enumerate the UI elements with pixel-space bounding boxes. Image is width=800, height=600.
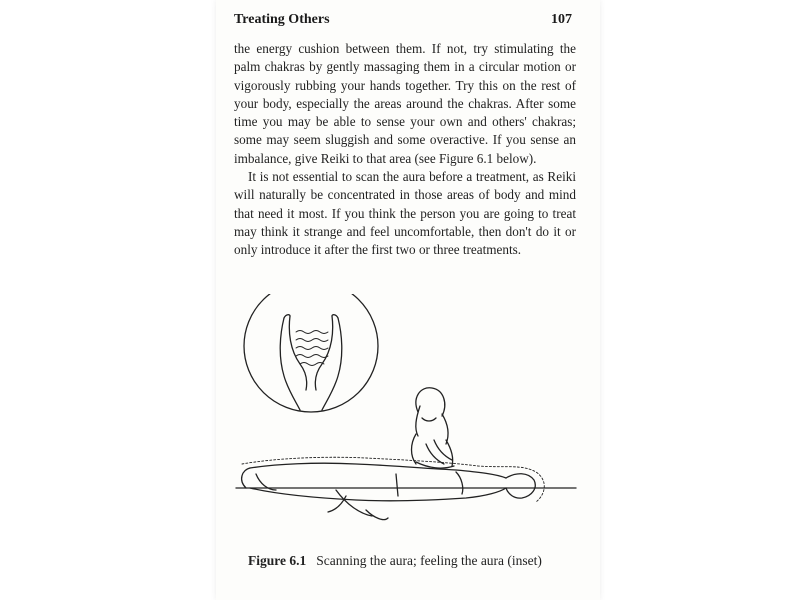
reclining-person-icon [236,463,576,519]
inset-circle [244,294,378,412]
page-number: 107 [551,12,572,27]
figure-label: Figure 6.1 [248,553,307,568]
inset-hands-icon [280,315,342,410]
practitioner-figure-icon [412,388,455,468]
figure-caption-text: Scanning the aura; feeling the aura (inset) [316,553,542,568]
paragraph: the energy cushion between them. If not, try stimulating the palm chakras by gently massaging them in a circular motion or vigorously rubbing your hands together. Try this on the rest of your body, especially the areas around the chakras. After some time you may be able to sense your own and others' chakras; some may seem sluggish and some overactive. If you sense an imbalance, give Reiki to that area (see Figure 6.1 below). [234,41,576,166]
paragraph: It is not essential to scan the aura before a treatment, as Reiki will naturally be concentrated in those areas of body and mind that need it most. If you think the person you are going to treat may think it strange and feel uncomfortable, then don't do it or only introduce it after the first two or three treatments. [234,169,576,258]
running-title: Treating Others [234,12,330,27]
aura-scanning-illustration [216,294,600,534]
figure-caption [248,553,542,569]
figure-illustration [216,294,600,534]
body-text [234,40,576,260]
book-page [216,0,600,600]
energy-cushion-icon [296,331,328,366]
page-header [234,12,572,32]
